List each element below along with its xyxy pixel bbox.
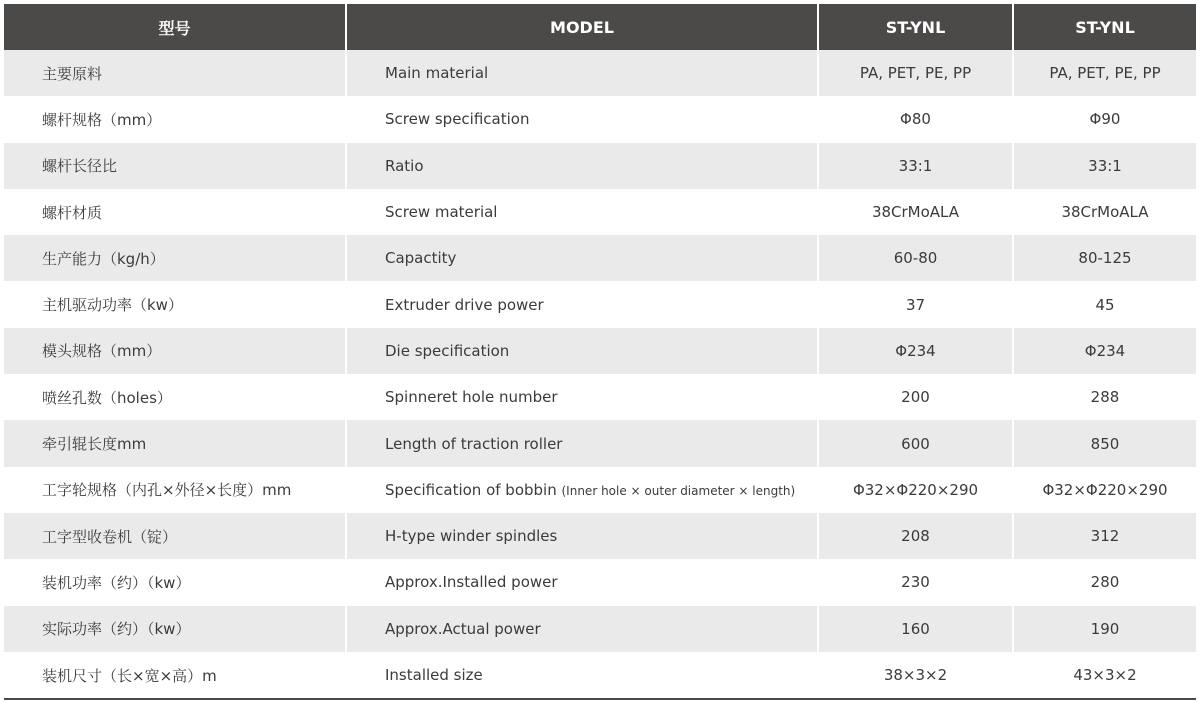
header-en: MODEL <box>346 4 818 50</box>
param-en-label: Spinneret hole number <box>385 388 558 407</box>
value-model-1: 200 <box>818 374 1013 420</box>
param-en <box>346 235 818 281</box>
value-model-2: Φ234 <box>1013 328 1196 374</box>
value-model-2: 33:1 <box>1013 143 1196 189</box>
value-model-1: 33:1 <box>818 143 1013 189</box>
param-cn: 生产能力（kg/h） <box>4 235 346 281</box>
param-en <box>346 559 818 605</box>
table-row <box>4 420 1196 466</box>
param-en <box>346 420 818 466</box>
value-model-2: Φ32×Φ220×290 <box>1013 467 1196 513</box>
param-en <box>346 374 818 420</box>
param-en <box>346 50 818 96</box>
param-en <box>346 467 818 513</box>
param-en-label: Capactity <box>385 249 457 268</box>
param-en-label: Length of traction roller <box>385 434 563 453</box>
header-row <box>4 4 1196 50</box>
table-row <box>4 189 1196 235</box>
param-cn: 螺杆长径比 <box>4 143 346 189</box>
param-en-label: Main material <box>385 64 489 83</box>
param-en-label: Die specification <box>385 341 510 360</box>
value-model-2: Φ90 <box>1013 96 1196 142</box>
value-model-2: 190 <box>1013 606 1196 652</box>
table-row <box>4 96 1196 142</box>
value-model-1: 208 <box>818 513 1013 559</box>
value-model-1: 60-80 <box>818 235 1013 281</box>
spec-body <box>4 50 1196 698</box>
param-en <box>346 513 818 559</box>
param-cn: 工字型收卷机（锭） <box>4 513 346 559</box>
param-en <box>346 189 818 235</box>
param-en-label: Ratio <box>385 156 424 175</box>
param-en-label: Screw specification <box>385 110 530 129</box>
table-row <box>4 652 1196 698</box>
param-cn: 工字轮规格（内孔×外径×长度）mm <box>4 467 346 513</box>
param-cn: 螺杆规格（mm） <box>4 96 346 142</box>
param-en-label: H-type winder spindles <box>385 527 558 546</box>
table-row <box>4 281 1196 327</box>
param-cn: 实际功率（约）（kw） <box>4 606 346 652</box>
param-cn: 装机尺寸（长×宽×高）m <box>4 652 346 698</box>
value-model-2: PA, PET, PE, PP <box>1013 50 1196 96</box>
value-model-2: 312 <box>1013 513 1196 559</box>
param-en <box>346 606 818 652</box>
value-model-1: PA, PET, PE, PP <box>818 50 1013 96</box>
param-en-label: Specification of bobbin <box>385 480 557 499</box>
param-cn: 喷丝孔数（holes） <box>4 374 346 420</box>
param-cn: 装机功率（约）（kw） <box>4 559 346 605</box>
value-model-2: 45 <box>1013 281 1196 327</box>
value-model-2: 80-125 <box>1013 235 1196 281</box>
param-en-label: Approx.Installed power <box>385 573 558 592</box>
param-en <box>346 281 818 327</box>
param-cn: 螺杆材质 <box>4 189 346 235</box>
table-row <box>4 328 1196 374</box>
param-en-label: Extruder drive power <box>385 295 544 314</box>
value-model-1: 38CrMoALA <box>818 189 1013 235</box>
table-row <box>4 467 1196 513</box>
param-cn: 牵引辊长度mm <box>4 420 346 466</box>
value-model-1: 38×3×2 <box>818 652 1013 698</box>
table-row <box>4 559 1196 605</box>
value-model-1: Φ32×Φ220×290 <box>818 467 1013 513</box>
param-cn: 主要原料 <box>4 50 346 96</box>
param-en-note: (Inner hole × outer diameter × length) <box>561 483 796 498</box>
param-cn: 模头规格（mm） <box>4 328 346 374</box>
value-model-2: 288 <box>1013 374 1196 420</box>
value-model-2: 43×3×2 <box>1013 652 1196 698</box>
header-model-1: ST-YNL <box>818 4 1013 50</box>
spec-table <box>4 4 1196 698</box>
value-model-2: 280 <box>1013 559 1196 605</box>
value-model-1: 230 <box>818 559 1013 605</box>
param-en-label: Installed size <box>385 666 483 684</box>
param-cn: 主机驱动功率（kw） <box>4 281 346 327</box>
table-row <box>4 50 1196 96</box>
table-row <box>4 606 1196 652</box>
value-model-1: 600 <box>818 420 1013 466</box>
value-model-2: 38CrMoALA <box>1013 189 1196 235</box>
param-en-label: Approx.Actual power <box>385 619 541 638</box>
param-en <box>346 328 818 374</box>
value-model-1: Φ80 <box>818 96 1013 142</box>
value-model-2: 850 <box>1013 420 1196 466</box>
value-model-1: 37 <box>818 281 1013 327</box>
header-cn: 型号 <box>4 4 346 50</box>
table-row <box>4 374 1196 420</box>
param-en-label: Screw material <box>385 203 498 222</box>
value-model-1: 160 <box>818 606 1013 652</box>
value-model-1: Φ234 <box>818 328 1013 374</box>
header-model-2: ST-YNL <box>1013 4 1196 50</box>
param-en <box>346 652 818 698</box>
param-en <box>346 96 818 142</box>
table-row <box>4 513 1196 559</box>
bottom-rule <box>4 698 1196 700</box>
table-row <box>4 143 1196 189</box>
param-en <box>346 143 818 189</box>
table-row <box>4 235 1196 281</box>
